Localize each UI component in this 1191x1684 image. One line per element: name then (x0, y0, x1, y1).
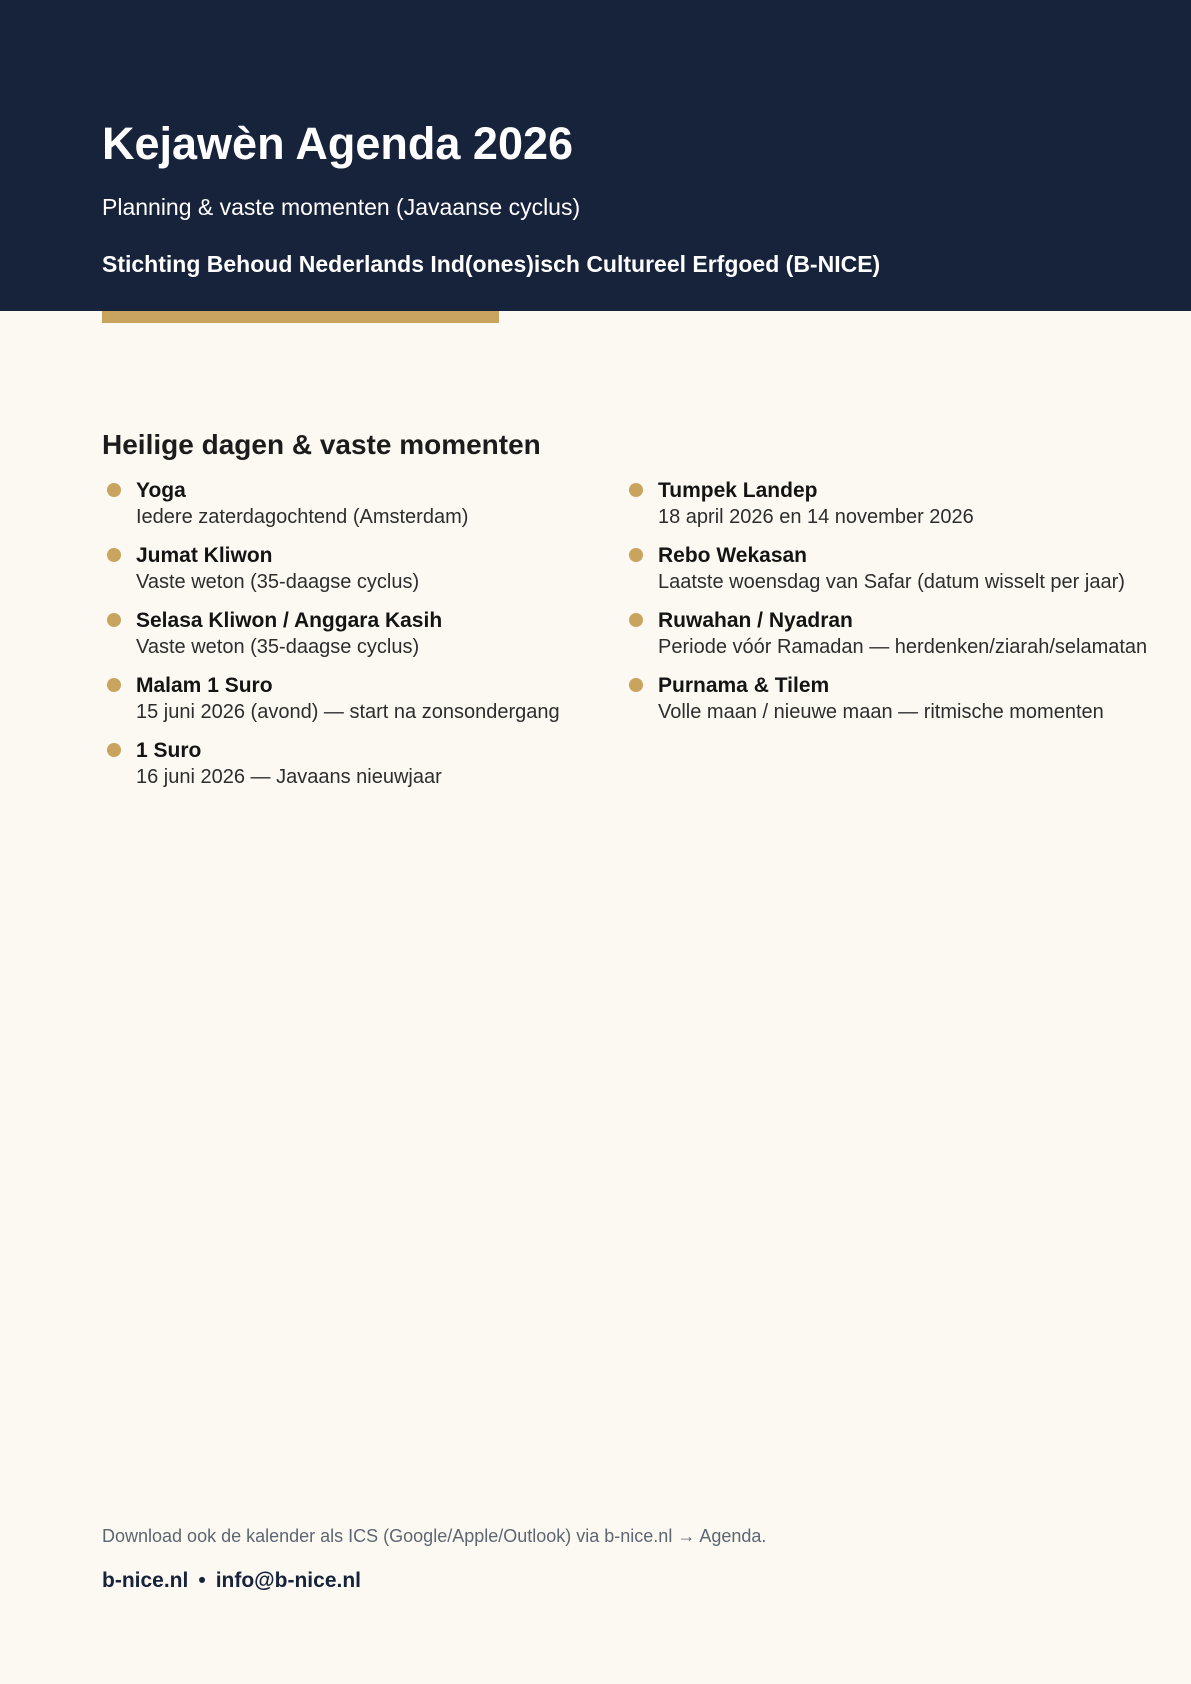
left-event-list (102, 478, 560, 803)
item-title: Purnama & Tilem (658, 674, 830, 697)
list-item (624, 608, 1147, 673)
item-description: Laatste woensdag van Safar (datum wisselt per jaar) (658, 571, 1125, 593)
item-title: Yoga (136, 479, 186, 502)
item-title: 1 Suro (136, 739, 202, 762)
email-link[interactable]: info@b-nice.nl (215, 1569, 362, 1592)
list-item (624, 673, 1147, 738)
page-subtitle: Planning & vaste momenten (Javaanse cyclus) (102, 194, 581, 220)
list-item (102, 478, 560, 543)
organization-name: Stichting Behoud Nederlands Ind(ones)isch Cultureel Erfgoed (B-NICE) (102, 251, 881, 277)
accent-bar (102, 311, 499, 323)
footer-contact (102, 1567, 361, 1595)
list-item (102, 608, 560, 673)
website-link[interactable]: b-nice.nl (102, 1569, 189, 1592)
item-description: Periode vóór Ramadan — herdenken/ziarah/selamatan (658, 636, 1148, 658)
bullet-dot-icon (107, 743, 121, 757)
bullet-dot-icon (629, 548, 643, 562)
separator-dot: • (198, 1569, 206, 1592)
bullet-dot-icon (107, 483, 121, 497)
header-banner (0, 0, 1191, 311)
item-description: Volle maan / nieuwe maan — ritmische momenten (658, 701, 1104, 723)
page-title: Kejawèn Agenda 2026 (102, 118, 574, 169)
item-description: Iedere zaterdagochtend (Amsterdam) (136, 506, 469, 528)
bullet-dot-icon (107, 613, 121, 627)
item-title: Jumat Kliwon (136, 544, 273, 567)
list-item (624, 478, 1147, 543)
list-item (102, 543, 560, 608)
item-description: Vaste weton (35-daagse cyclus) (136, 636, 420, 658)
bullet-dot-icon (629, 483, 643, 497)
section-heading: Heilige dagen & vaste momenten (102, 429, 541, 460)
item-title: Ruwahan / Nyadran (658, 609, 853, 632)
bullet-dot-icon (629, 613, 643, 627)
item-title: Rebo Wekasan (658, 544, 807, 567)
item-title: Malam 1 Suro (136, 674, 273, 697)
footer-download-note: Download ook de kalender als ICS (Google/Apple/Outlook) via b-nice.nl → Agenda. (102, 1526, 767, 1546)
item-title: Tumpek Landep (658, 479, 818, 502)
bullet-dot-icon (107, 548, 121, 562)
list-item (102, 738, 560, 803)
item-description: 16 juni 2026 — Javaans nieuwjaar (136, 766, 442, 788)
list-item (102, 673, 560, 738)
item-title: Selasa Kliwon / Anggara Kasih (136, 609, 443, 632)
list-item (624, 543, 1147, 608)
bullet-dot-icon (107, 678, 121, 692)
item-description: Vaste weton (35-daagse cyclus) (136, 571, 420, 593)
item-description: 18 april 2026 en 14 november 2026 (658, 506, 974, 528)
right-event-list (624, 478, 1147, 738)
bullet-dot-icon (629, 678, 643, 692)
item-description: 15 juni 2026 (avond) — start na zonsondergang (136, 701, 560, 723)
